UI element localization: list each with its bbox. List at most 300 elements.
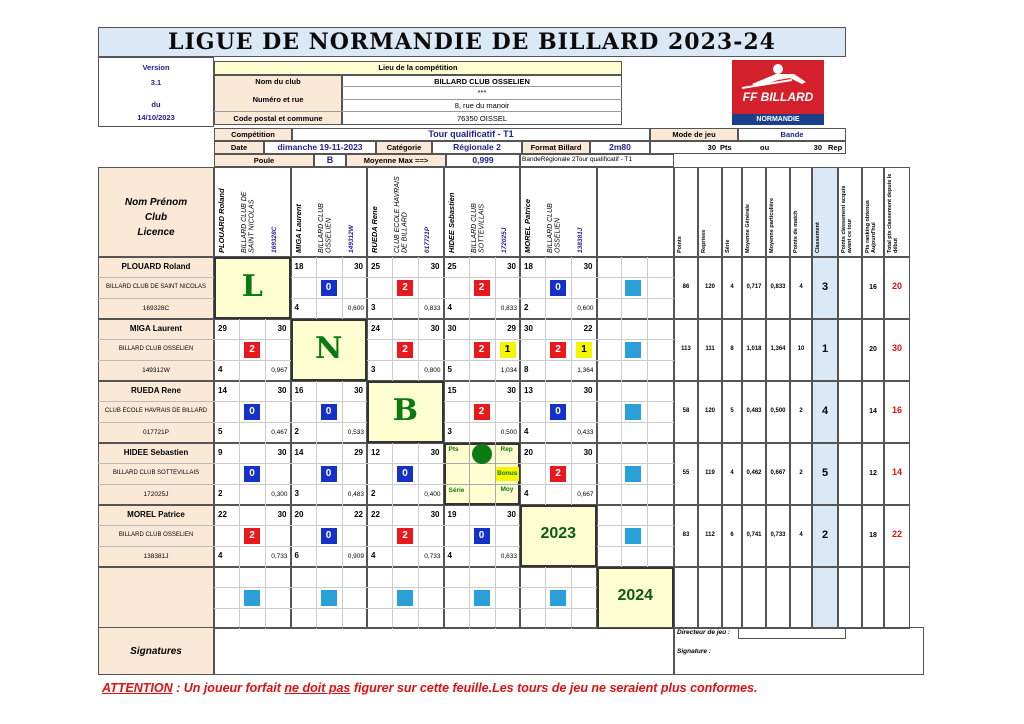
divider: [367, 339, 444, 340]
match-serie: 2: [218, 489, 223, 498]
divider: [597, 298, 675, 299]
match-points-badge: 2: [474, 342, 490, 358]
comp-value: Tour qualificatif - T1: [428, 129, 514, 139]
divider: [621, 319, 622, 381]
divider: [597, 277, 675, 278]
stat-value: 6: [730, 532, 734, 538]
match-points: 18: [294, 262, 304, 271]
match-serie: 2: [524, 303, 529, 312]
match-points: 13: [524, 386, 533, 395]
attention-notice: [102, 681, 757, 695]
attention-word: ATTENTION: [102, 681, 173, 695]
match-points-badge: 2: [550, 466, 566, 482]
divider: [520, 298, 597, 299]
divider: [367, 608, 444, 609]
stat-cell: [742, 567, 766, 629]
legend-rep: Rep: [500, 446, 513, 453]
stat-value: 1,018: [746, 346, 762, 352]
stat-header: Points classement acquis avant ce tour: [841, 185, 853, 253]
stat-value: 113: [681, 346, 691, 352]
divider: [444, 608, 521, 609]
divider: [291, 546, 368, 547]
legend-ball-icon: [472, 444, 492, 464]
bonus-badge: 1: [576, 342, 592, 358]
rep-label: Rep: [828, 143, 843, 152]
legend-bonus: Bonus: [496, 467, 520, 481]
divider: [392, 505, 393, 567]
stat-value: 0,500: [770, 408, 786, 414]
divider: [316, 381, 317, 443]
col-player-club: BILLARD CLUB DE SAINT NICOLAS: [241, 191, 256, 253]
rep-value: 30: [813, 143, 822, 152]
moyenne-label: Moyenne Max ==>: [363, 156, 429, 165]
match-serie: 4: [524, 427, 529, 436]
stat-cell: [838, 319, 862, 381]
divider: [239, 505, 240, 567]
match-serie: 4: [524, 489, 529, 498]
moyenne-value: 0,999: [472, 155, 494, 165]
divider: [469, 319, 470, 381]
divider: [621, 505, 622, 567]
header-club: Club: [144, 212, 168, 223]
category-label: Catégorie: [386, 143, 422, 152]
match-reprises: 30: [277, 386, 287, 395]
divider: [239, 319, 240, 381]
stat-cell: [698, 567, 722, 629]
stat-value: 14: [869, 408, 877, 415]
match-reprises: 30: [583, 448, 593, 457]
col-player-club: BILLARD CLUB OSSELIEN: [317, 203, 332, 253]
diagonal-letter: N: [315, 331, 343, 366]
divider: [444, 546, 521, 547]
col-player-name: MOREL Patrice: [523, 198, 532, 253]
match-average: 1,034: [500, 367, 517, 374]
divider: [597, 422, 675, 423]
divider: [98, 401, 214, 402]
stat-value: 120: [704, 408, 715, 414]
version-date: 14/10/2023: [137, 113, 175, 122]
match-average: 0,500: [500, 429, 517, 436]
divider: [469, 505, 470, 567]
col-player-licence: 169328C: [271, 226, 278, 253]
stat-value: 18: [869, 532, 877, 539]
match-reprises: 22: [583, 324, 593, 333]
stat-header: Reprises: [701, 229, 707, 253]
match-points-badge: 2: [244, 342, 260, 358]
match-reprises: 30: [430, 448, 440, 457]
logo-sub: NORMANDIE: [732, 114, 824, 125]
stat-value: 4: [799, 532, 803, 538]
divider: [291, 525, 368, 526]
match-serie: 3: [447, 427, 452, 436]
empty-badge: [625, 342, 641, 358]
divider: [239, 381, 240, 443]
col-player-licence: 017721P: [424, 226, 431, 253]
match-points-badge: 0: [397, 466, 413, 482]
player-licence: 169328C: [142, 305, 170, 312]
diagonal-letter: B: [392, 393, 418, 428]
match-average: 0,600: [347, 305, 364, 312]
year-2023: 2023: [540, 525, 577, 542]
divider: [214, 484, 291, 485]
match-serie: 5: [218, 427, 223, 436]
divider: [291, 401, 368, 402]
col-player-club: BILLARD CLUB SOTTEVILLAIS: [470, 203, 485, 253]
divider: [239, 443, 240, 505]
col-player-club: BILLARD CLUB OSSELIEN: [547, 203, 562, 253]
divider: [495, 567, 496, 629]
date-label: Date: [230, 143, 248, 152]
match-points-badge: 0: [550, 404, 566, 420]
divider: [214, 339, 291, 340]
divider: [392, 319, 393, 381]
divider: [597, 546, 675, 547]
divider: [392, 567, 393, 629]
divider: [98, 422, 214, 423]
directeur-field[interactable]: [738, 627, 846, 639]
billiard-player-icon: [732, 60, 824, 90]
divider: [392, 443, 393, 505]
match-points-badge: 2: [474, 280, 490, 296]
format-value: 2m80: [609, 142, 631, 152]
empty-badge: [625, 466, 641, 482]
player-club: BILLARD CLUB OSSELIEN: [118, 346, 194, 352]
classement-value: 3: [821, 281, 829, 293]
page-title: LIGUE DE NORMANDIE DE BILLARD 2023-24: [168, 29, 776, 55]
legend-pts: Pts: [448, 446, 459, 453]
divider: [316, 257, 317, 319]
divider: [621, 443, 622, 505]
divider: [571, 567, 572, 629]
stat-value: 2: [799, 470, 803, 476]
col-player-name: RUEDA Rene: [370, 206, 379, 253]
classement-value: 1: [821, 343, 829, 355]
match-average: 0,833: [500, 305, 517, 312]
divider: [291, 608, 368, 609]
divider: [291, 298, 368, 299]
player-licence: 149312W: [142, 367, 170, 374]
player-name: MOREL Patrice: [127, 510, 185, 519]
divider: [647, 443, 648, 505]
stat-header: Série: [725, 239, 731, 253]
match-serie: 4: [294, 303, 299, 312]
empty-badge: [321, 590, 337, 606]
header-left-text: [98, 195, 214, 240]
stat-cell: [812, 567, 838, 629]
col-player-licence: 138381J: [577, 227, 584, 253]
empty-badge: [397, 590, 413, 606]
stat-value: 111: [705, 346, 715, 352]
match-reprises: 30: [507, 262, 516, 271]
stat-value: 5: [730, 408, 734, 414]
match-reprises: 30: [507, 510, 516, 519]
stat-value: 1,364: [770, 346, 786, 352]
stat-header: Pts ranking obtenus Aujourd'hui: [865, 200, 877, 253]
format-label: Format Billard: [530, 143, 582, 152]
match-points-badge: 0: [321, 466, 337, 482]
stat-header: Total pts classement depuis le début: [887, 173, 899, 253]
mode-value: Bande: [780, 130, 804, 139]
player-name: RUEDA Rene: [131, 386, 181, 395]
match-points: 29: [218, 324, 227, 333]
stat-value: 12: [869, 470, 877, 477]
divider: [520, 463, 597, 464]
divider: [597, 463, 675, 464]
match-points-badge: 0: [321, 404, 337, 420]
match-points-badge: 0: [244, 466, 260, 482]
player-licence: 017721P: [142, 429, 170, 436]
player-club: CLUB ECOLE HAVRAIS DE BILLARD: [104, 408, 208, 414]
mode-label: Mode de jeu: [672, 130, 716, 139]
stat-value: 20: [869, 346, 877, 353]
player-club: BILLARD CLUB SOTTEVILLAIS: [112, 470, 200, 476]
divider: [265, 567, 266, 629]
match-average: 0,967: [271, 367, 288, 374]
club-postal-label: Code postal et commune: [233, 114, 323, 123]
match-points: 25: [371, 262, 380, 271]
match-serie: 4: [447, 303, 452, 312]
divider: [444, 401, 521, 402]
match-serie: 4: [447, 551, 452, 560]
col-player-name: PLOUARD Roland: [217, 188, 226, 253]
poule-value: B: [326, 155, 334, 165]
divider: [98, 525, 214, 526]
match-average: 0,467: [271, 429, 288, 436]
match-points-badge: 0: [321, 280, 337, 296]
total-points-value: 30: [891, 343, 902, 353]
match-average: 0,667: [577, 491, 594, 498]
divider: [520, 587, 597, 588]
match-average: 0,733: [271, 553, 288, 560]
divider: [469, 381, 470, 443]
col-player-name: HIDEE Sebastien: [446, 192, 456, 253]
divider: [520, 401, 597, 402]
match-points-badge: 2: [550, 342, 566, 358]
stat-cell: [838, 505, 862, 567]
match-points: 25: [447, 262, 457, 271]
stat-value: 0,733: [770, 532, 786, 538]
match-points: 30: [447, 324, 457, 333]
divider: [98, 277, 214, 278]
match-average: 0,300: [271, 491, 288, 498]
divider: [444, 360, 521, 361]
player-licence: 172025J: [143, 491, 169, 498]
stat-header: Moyenne Générale: [745, 204, 751, 253]
stat-value: 0,833: [770, 284, 786, 290]
match-reprises: 30: [277, 510, 287, 519]
player-licence: 138381J: [143, 553, 169, 560]
total-points-value: 22: [891, 529, 902, 539]
stat-cell: [838, 381, 862, 443]
directeur-label: Directeur de jeu :: [677, 629, 731, 636]
divider: [520, 339, 597, 340]
divider: [444, 422, 521, 423]
divider: [647, 381, 648, 443]
col-header-empty: [597, 167, 675, 257]
stat-value: 4: [799, 284, 803, 290]
match-serie: 4: [218, 365, 223, 374]
stat-value: 0,667: [770, 470, 786, 476]
col-player-name: MIGA Laurent: [293, 204, 303, 253]
stat-value: 4: [730, 470, 734, 476]
col-player-licence: 172025J: [500, 227, 508, 253]
stat-header: Points de match: [793, 210, 799, 253]
match-reprises: 30: [354, 262, 363, 271]
stat-header: Points: [677, 236, 683, 253]
divider: [520, 608, 597, 609]
divider: [214, 463, 291, 464]
match-points: 22: [218, 510, 227, 519]
match-points: 20: [294, 510, 304, 519]
divider: [647, 505, 648, 567]
match-serie: 8: [524, 365, 529, 374]
match-serie: 3: [294, 489, 299, 498]
player-club: BILLARD CLUB OSSELIEN: [118, 532, 194, 538]
divider: [545, 257, 546, 319]
divider: [291, 422, 368, 423]
match-reprises: 30: [430, 510, 440, 519]
divider: [418, 567, 419, 629]
divider: [367, 463, 444, 464]
version-value: 3.1: [150, 78, 162, 87]
code-value: BandeRégionale 2Tour qualificatif - T1: [522, 156, 633, 163]
stat-cell: [862, 567, 884, 629]
match-reprises: 30: [277, 448, 287, 457]
match-serie: 5: [447, 365, 452, 374]
player-club: BILLARD CLUB DE SAINT NICOLAS: [106, 284, 206, 290]
match-serie: 2: [371, 489, 376, 498]
divider: [316, 567, 317, 629]
stat-value: 119: [705, 470, 715, 476]
match-average: 1,364: [577, 367, 594, 374]
stat-value: 16: [869, 284, 877, 291]
bonus-badge: 1: [500, 342, 516, 358]
stat-value: 112: [705, 532, 715, 538]
stat-value: 0,483: [746, 408, 762, 414]
legend-moy: Moy: [500, 486, 514, 493]
match-average: 0,433: [577, 429, 594, 436]
divider: [520, 277, 597, 278]
stat-value: 4: [730, 284, 734, 290]
divider: [545, 567, 546, 629]
club-name: BILLARD CLUB OSSELIEN: [434, 77, 530, 86]
category-value: Régionale 2: [453, 142, 501, 152]
club-name-label: Nom du club: [255, 77, 301, 86]
match-reprises: 30: [507, 386, 516, 395]
player-name: MIGA Laurent: [129, 324, 183, 333]
stat-value: 8: [730, 346, 734, 352]
match-points-badge: 0: [321, 528, 337, 544]
match-points-badge: 2: [397, 280, 413, 296]
match-points: 22: [371, 510, 380, 519]
stat-value: 55: [682, 470, 690, 476]
divider: [367, 525, 444, 526]
match-points: 16: [294, 386, 304, 395]
divider: [444, 587, 521, 588]
match-reprises: 29: [354, 448, 363, 457]
classement-value: 5: [821, 467, 829, 479]
divider: [545, 443, 546, 505]
comp-label: Compétition: [231, 130, 275, 139]
match-average: 0,633: [500, 553, 517, 560]
ffb-logo: [732, 60, 824, 114]
divider: [520, 484, 597, 485]
notice-c: figurer sur cette feuille.Les tours de jeu ne seraient plus conformes.: [350, 681, 758, 695]
stat-value: 2: [799, 408, 803, 414]
stat-cell: [884, 567, 910, 629]
club-number-label: Numéro et rue: [252, 95, 304, 104]
stat-value: 0,462: [746, 470, 762, 476]
logo-text: FF BILLARD: [742, 90, 814, 104]
divider: [291, 587, 368, 588]
stat-value: 83: [682, 532, 690, 538]
match-average: 0,533: [347, 429, 364, 436]
divider: [214, 608, 291, 609]
divider: [444, 484, 521, 485]
club-number: ***: [477, 88, 487, 97]
divider: [342, 567, 343, 629]
divider: [291, 484, 368, 485]
match-average: 0,600: [577, 305, 594, 312]
match-average: 0,800: [424, 367, 441, 374]
divider: [214, 525, 291, 526]
match-points: 14: [294, 448, 304, 457]
match-points-badge: 2: [244, 528, 260, 544]
club-header-text: Lieu de la compétition: [378, 63, 458, 72]
match-points-badge: 0: [474, 528, 490, 544]
divider: [291, 277, 368, 278]
stat-value: 58: [682, 408, 690, 414]
divider: [367, 484, 444, 485]
empty-badge: [625, 280, 641, 296]
divider: [444, 339, 521, 340]
pts-label: Pts: [720, 143, 732, 152]
divider: [98, 463, 214, 464]
divider: [597, 401, 675, 402]
divider: [597, 484, 675, 485]
match-points: 9: [218, 448, 223, 457]
divider: [214, 546, 291, 547]
divider: [239, 567, 240, 629]
classement-value: 4: [821, 405, 829, 417]
divider: [367, 298, 444, 299]
match-serie: 6: [294, 551, 299, 560]
match-reprises: 30: [430, 262, 440, 271]
match-serie: 4: [218, 551, 223, 560]
total-points-value: 14: [891, 467, 902, 477]
col-player-licence: 149312W: [347, 225, 355, 253]
divider: [367, 360, 444, 361]
legend-serie: Série: [448, 487, 465, 494]
match-points-badge: 2: [397, 342, 413, 358]
stat-header: Moyenne particulière: [769, 197, 775, 253]
divider: [98, 298, 214, 299]
date-value: dimanche 19-11-2023: [277, 142, 363, 152]
empty-badge: [625, 404, 641, 420]
total-points-value: 20: [891, 281, 902, 291]
total-points-value: 16: [891, 405, 902, 415]
divider: [444, 525, 521, 526]
divider: [98, 546, 214, 547]
divider: [621, 257, 622, 319]
divider: [214, 360, 291, 361]
stat-value: 120: [704, 284, 715, 290]
divider: [597, 525, 675, 526]
match-reprises: 30: [354, 386, 363, 395]
stat-cell: [838, 443, 862, 505]
empty-badge: [244, 590, 260, 606]
match-reprises: 30: [277, 324, 287, 333]
